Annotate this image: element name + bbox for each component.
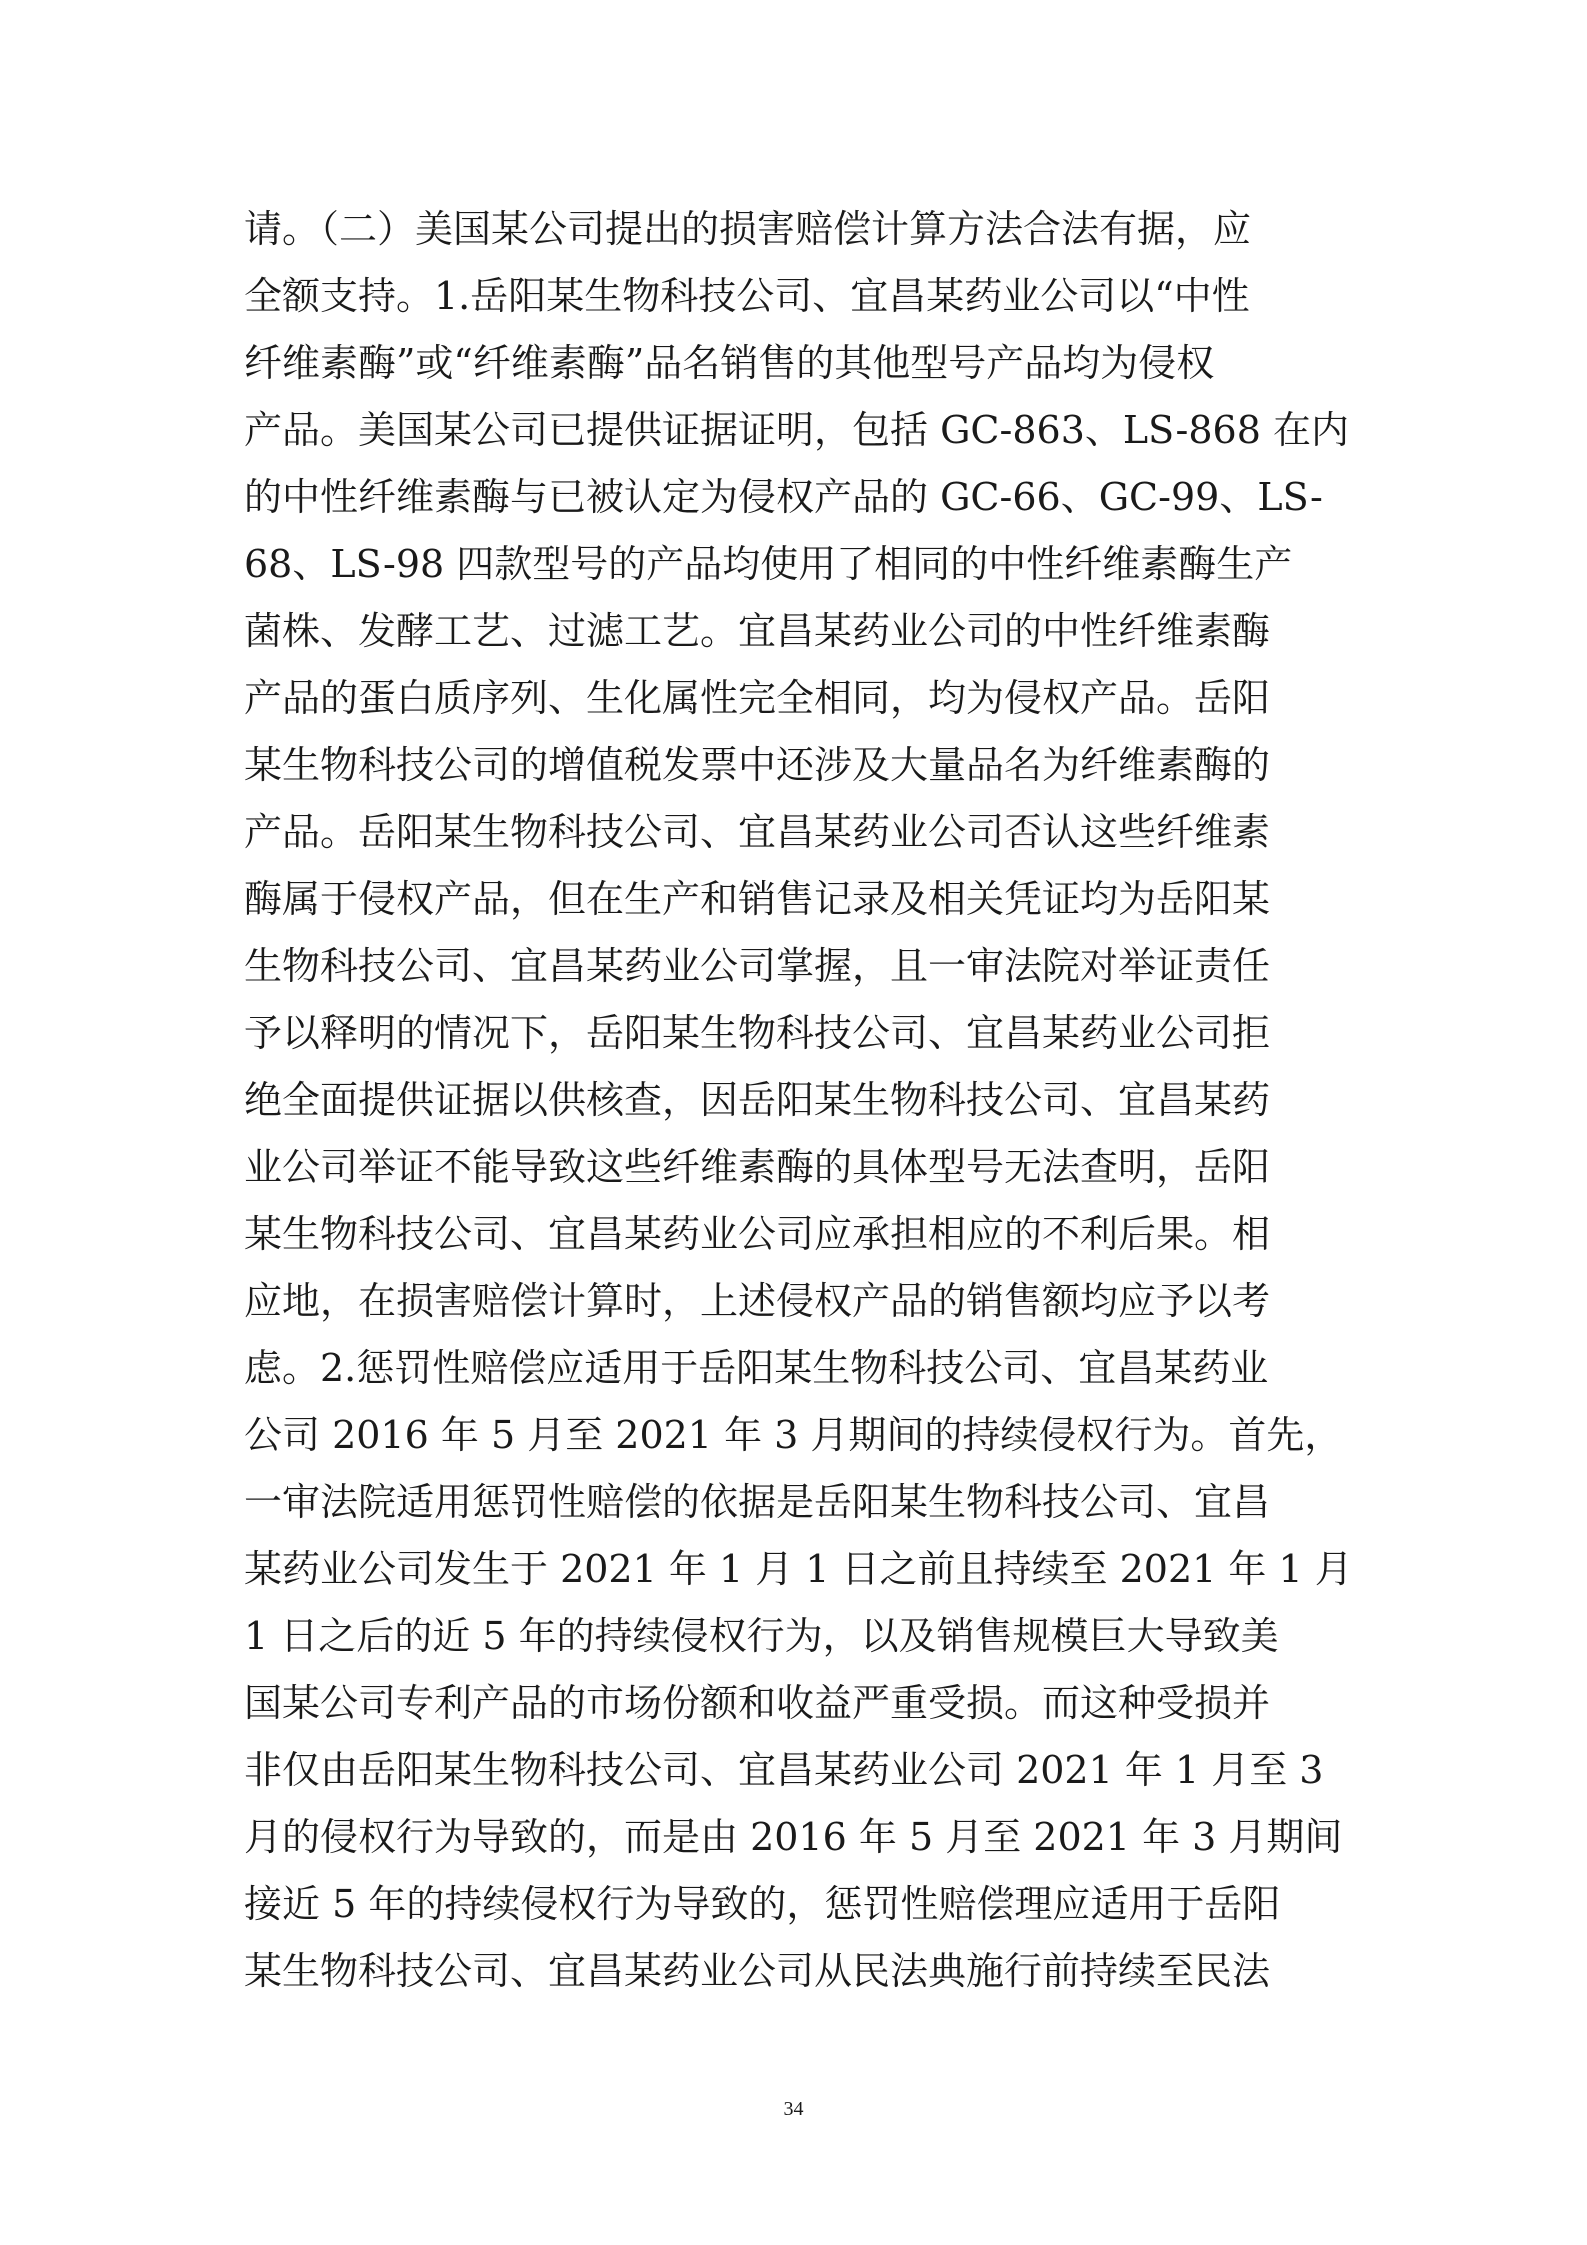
- text-line: 全额支持。1.岳阳某生物科技公司、宜昌某药业公司以“中性: [244, 274, 1250, 318]
- text-line: 的中性纤维素酶与已被认定为侵权产品的 GC-66、GC-99、LS-: [244, 475, 1323, 519]
- text-line: 业公司举证不能导致这些纤维素酶的具体型号无法查明，岳阳: [244, 1145, 1271, 1189]
- text-line: 某生物科技公司、宜昌某药业公司应承担相应的不利后果。相: [244, 1212, 1271, 1256]
- text-line: 产品。岳阳某生物科技公司、宜昌某药业公司否认这些纤维素: [244, 810, 1271, 854]
- text-line: 非仅由岳阳某生物科技公司、宜昌某药业公司 2021 年 1 月至 3: [244, 1748, 1324, 1792]
- text-line: 某生物科技公司、宜昌某药业公司从民法典施行前持续至民法: [244, 1949, 1271, 1993]
- text-line: 虑。2.惩罚性赔偿应适用于岳阳某生物科技公司、宜昌某药业: [244, 1346, 1269, 1390]
- text-line: 纤维素酶”或“纤维素酶”品名销售的其他型号产品均为侵权: [244, 341, 1215, 385]
- text-line: 1 日之后的近 5 年的持续侵权行为，以及销售规模巨大导致美: [244, 1614, 1279, 1658]
- text-line: 请。（二）美国某公司提出的损害赔偿计算方法合法有据，应: [244, 207, 1252, 251]
- text-line: 接近 5 年的持续侵权行为导致的，惩罚性赔偿理应适用于岳阳: [244, 1882, 1281, 1926]
- text-line: 绝全面提供证据以供核查，因岳阳某生物科技公司、宜昌某药: [244, 1078, 1271, 1122]
- text-line: 某药业公司发生于 2021 年 1 月 1 日之前且持续至 2021 年 1 月: [244, 1547, 1353, 1591]
- text-line: 产品。美国某公司已提供证据证明，包括 GC-863、LS-868 在内: [244, 408, 1349, 452]
- text-line: 菌株、发酵工艺、过滤工艺。宜昌某药业公司的中性纤维素酶: [244, 609, 1271, 653]
- body-text: [244, 196, 1354, 2005]
- page-number: 34: [783, 2098, 804, 2120]
- text-line: 一审法院适用惩罚性赔偿的依据是岳阳某生物科技公司、宜昌: [244, 1480, 1271, 1524]
- text-line: 某生物科技公司的增值税发票中还涉及大量品名为纤维素酶的: [244, 743, 1271, 787]
- text-line: 应地，在损害赔偿计算时，上述侵权产品的销售额均应予以考: [244, 1279, 1271, 1323]
- text-line: 68、LS-98 四款型号的产品均使用了相同的中性纤维素酶生产: [244, 542, 1293, 586]
- text-line: 酶属于侵权产品，但在生产和销售记录及相关凭证均为岳阳某: [244, 877, 1271, 921]
- text-line: 予以释明的情况下，岳阳某生物科技公司、宜昌某药业公司拒: [244, 1011, 1271, 1055]
- text-line: 月的侵权行为导致的，而是由 2016 年 5 月至 2021 年 3 月期间: [244, 1815, 1343, 1859]
- text-line: 生物科技公司、宜昌某药业公司掌握，且一审法院对举证责任: [244, 944, 1271, 988]
- text-line: 国某公司专利产品的市场份额和收益严重受损。而这种受损并: [244, 1681, 1271, 1725]
- text-line: 产品的蛋白质序列、生化属性完全相同，均为侵权产品。岳阳: [244, 676, 1271, 720]
- text-line: 公司 2016 年 5 月至 2021 年 3 月期间的持续侵权行为。首先，: [244, 1413, 1343, 1457]
